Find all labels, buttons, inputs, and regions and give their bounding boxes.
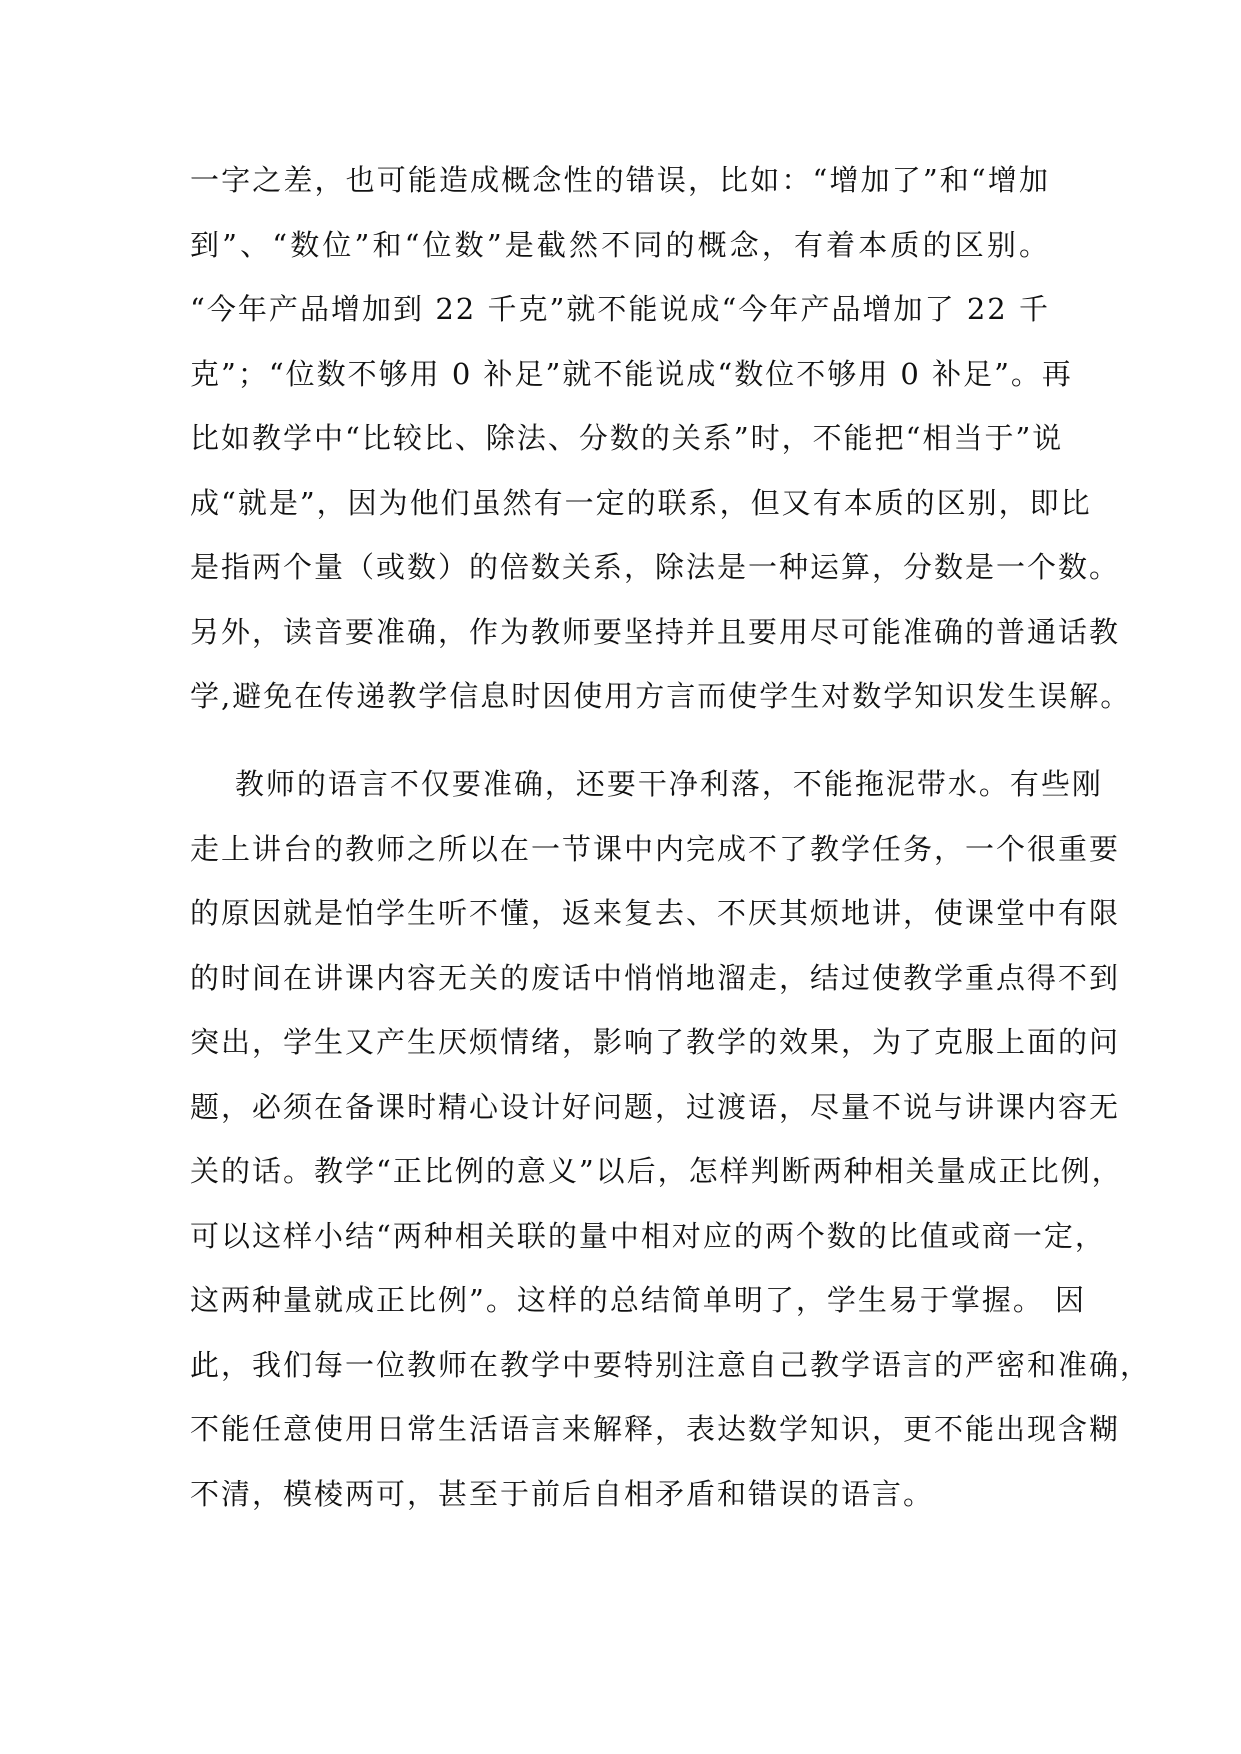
paragraph-line: 不清，模棱两可，甚至于前后自相矛盾和错误的语言。 [190,1476,935,1511]
paragraph-line: 突出，学生又产生厌烦情绪，影响了教学的效果，为了克服上面的问 [190,1025,1121,1059]
paragraph-line: 另外，读音要准确，作为教师要坚持并且要用尽可能准确的普通话教 [190,614,1121,649]
paragraph-line: 克”；“位数不够用 0 补足”就不能说成“数位不够用 0 补足”。再 [190,356,1073,391]
paragraph-line: 一字之差，也可能造成概念性的错误，比如：“增加了”和“增加 [190,163,1050,197]
paragraph-line: “今年产品增加到 22 千克”就不能说成“今年产品增加了 22 千 [190,292,1050,326]
paragraph-line: 可以这样小结“两种相关联的量中相对应的两个数的比值或商一定， [190,1218,1106,1253]
paragraph-line: 的原因就是怕学生听不懂，返来复去、不厌其烦地讲，使课堂中有限 [190,896,1121,930]
paragraph-line: 教师的语言不仅要准确，还要干净利落，不能拖泥带水。有些刚 [190,767,1103,801]
paragraph-line: 这两种量就成正比例”。这样的总结简单明了，学生易于掌握。 因 [190,1283,1087,1317]
paragraph-line: 到”、“数位”和“位数”是截然不同的概念，有着本质的区别。 [190,227,1050,262]
paragraph-line: 关的话。教学“正比例的意义”以后，怎样判断两种相关量成正比例， [190,1154,1123,1188]
paragraph-line: 此，我们每一位教师在教学中要特别注意自己教学语言的严密和准确， [190,1347,1152,1382]
paragraph-2 [190,752,1152,1526]
paragraph-line: 题，必须在备课时精心设计好问题，过渡语，尽量不说与讲课内容无 [190,1089,1121,1124]
paragraph-line: 成“就是”，因为他们虽然有一定的联系，但又有本质的区别，即比 [190,485,1092,520]
paragraph-line: 的时间在讲课内容无关的废话中悄悄地溜走，结过使教学重点得不到 [190,960,1121,995]
paragraph-line: 是指两个量（或数）的倍数关系，除法是一种运算，分数是一个数。 [190,550,1121,584]
paragraph-line: 不能任意使用日常生活语言来解释，表达数学知识，更不能出现含糊 [190,1412,1121,1446]
paragraph-1 [190,148,1132,729]
paragraph-line: 走上讲台的教师之所以在一节课中内完成不了教学任务，一个很重要 [190,831,1121,866]
paragraph-line: 学,避免在传递教学信息时因使用方言而使学生对数学知识发生误解。 [190,679,1132,713]
paragraph-line: 比如教学中“比较比、除法、分数的关系”时，不能把“相当于”说 [190,421,1064,455]
